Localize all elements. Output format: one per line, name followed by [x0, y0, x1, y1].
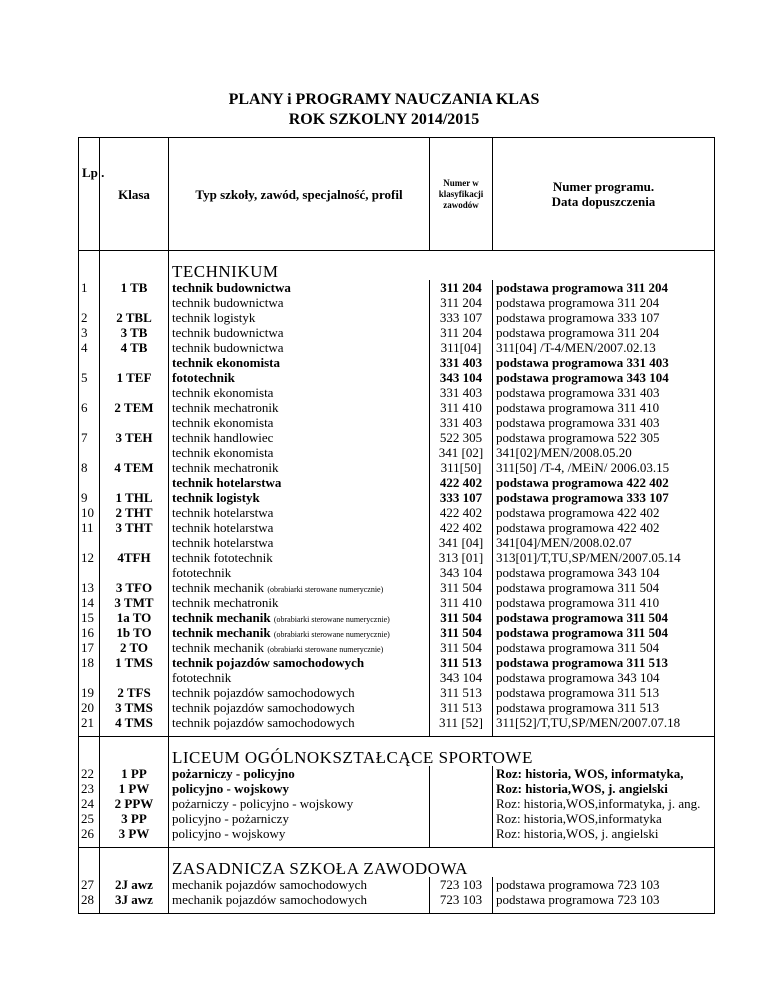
profession-name — [172, 445, 426, 460]
profession-note: (obrabiarki sterowane numerycznie) — [267, 585, 384, 594]
profession-name — [172, 310, 426, 325]
lp-number: 28 — [81, 892, 94, 907]
profession-text: technik mechatronik — [172, 460, 279, 475]
profession-text: technik pojazdów samochodowych — [172, 700, 355, 715]
profession-name — [172, 700, 426, 715]
class-code: 3 TFO — [115, 580, 153, 595]
document-title: PLANY i PROGRAMY NAUCZANIA KLAS — [228, 91, 540, 108]
section-title: LICEUM OGÓLNOKSZTAŁCĄCE SPORTOWE — [169, 737, 715, 767]
program-number: 313[01]/T,TU,SP/MEN/2007.05.14 — [496, 550, 681, 565]
program-table — [78, 137, 715, 914]
program-number: podstawa programowa 311 504 — [496, 640, 660, 655]
lp-number: 5 — [81, 370, 88, 385]
profession-name — [172, 796, 426, 811]
klasa-column — [100, 766, 169, 848]
program-number: podstawa programowa 723 103 — [496, 877, 660, 892]
program-number: Roz: historia,WOS,informatyka — [496, 811, 662, 826]
document-subtitle: ROK SZKOLNY 2014/2015 — [288, 111, 480, 128]
class-code: 3 THT — [115, 520, 153, 535]
class-code: 1 TEF — [116, 370, 152, 385]
class-code: 2 TFS — [117, 685, 151, 700]
lp-number: 24 — [81, 796, 94, 811]
header-numer-klasyfikacji: Numer w klasyfikacji zawodów — [430, 138, 493, 251]
section-data-row — [79, 877, 715, 914]
lp-number: 25 — [81, 811, 94, 826]
program-column — [493, 280, 715, 737]
lp-number: 2 — [81, 310, 88, 325]
section-header-row — [79, 251, 715, 281]
profession-text: technik mechanik — [172, 610, 274, 625]
class-code: 3 TMT — [114, 595, 154, 610]
profession-text: technik mechanik — [172, 640, 268, 655]
profession-name — [172, 781, 426, 796]
classification-number: 311 513 — [440, 700, 482, 715]
profession-name — [172, 325, 426, 340]
profession-text: technik handlowiec — [172, 430, 274, 445]
class-code: 3 TB — [120, 325, 148, 340]
lp-number — [81, 385, 96, 400]
program-number: 341[02]/MEN/2008.05.20 — [496, 445, 632, 460]
program-number: podstawa programowa 311 410 — [496, 595, 660, 610]
lp-number: 8 — [81, 460, 88, 475]
program-number: podstawa programowa 311 204 — [496, 325, 660, 340]
class-code: 2 TBL — [116, 310, 152, 325]
program-number: Roz: historia,WOS,informatyka, j. ang. — [496, 796, 701, 811]
class-code: 2 PPW — [114, 796, 154, 811]
lp-number: 3 — [81, 325, 88, 340]
profession-name — [172, 715, 426, 730]
section-title: TECHNIKUM — [169, 251, 715, 281]
lp-number: 21 — [81, 715, 94, 730]
class-code: 2 TO — [119, 640, 149, 655]
lp-number — [81, 670, 96, 685]
class-code — [100, 670, 168, 685]
section-klasa-cell — [100, 251, 169, 281]
profession-text: technik mechanik — [172, 580, 268, 595]
header-klasa: Klasa — [100, 138, 169, 251]
profession-text: technik hotelarstwa — [172, 535, 274, 550]
profession-text: technik ekonomista — [172, 415, 274, 430]
classification-number: 422 402 — [439, 505, 483, 520]
classification-number: 333 107 — [439, 310, 483, 325]
typ-column — [169, 766, 430, 848]
profession-name — [172, 280, 426, 295]
profession-name — [172, 370, 426, 385]
profession-text: technik ekonomista — [172, 355, 280, 370]
program-number: podstawa programowa 522 305 — [496, 430, 660, 445]
program-column — [493, 877, 715, 914]
profession-text: technik ekonomista — [172, 445, 274, 460]
classification-number: 343 104 — [439, 670, 483, 685]
classification-number — [430, 811, 492, 826]
profession-text: technik mechanik — [172, 625, 274, 640]
lp-number: 15 — [81, 610, 94, 625]
profession-text: technik fototechnik — [172, 550, 273, 565]
section-klasa-cell — [100, 737, 169, 767]
classification-number: 311 410 — [440, 595, 482, 610]
program-number: podstawa programowa 311 504 — [496, 610, 669, 625]
profession-name — [172, 550, 426, 565]
program-number: 311[50] /T-4, /MEiN/ 2006.03.15 — [496, 460, 670, 475]
profession-name — [172, 655, 426, 670]
program-number: podstawa programowa 311 513 — [496, 685, 660, 700]
profession-text: mechanik pojazdów samochodowych — [172, 877, 367, 892]
classification-number — [430, 766, 492, 781]
classification-number: 311[04] — [440, 340, 482, 355]
profession-text: pożarniczy - policyjno — [172, 766, 295, 781]
profession-text: technik mechatronik — [172, 595, 279, 610]
profession-name — [172, 565, 426, 580]
class-code — [100, 475, 168, 490]
classification-number: 311 [52] — [439, 715, 483, 730]
program-number: podstawa programowa 333 107 — [496, 310, 660, 325]
classification-number: 723 103 — [439, 892, 483, 907]
class-code — [100, 295, 168, 310]
class-code: 3 PP — [121, 811, 147, 826]
program-number: podstawa programowa 422 402 — [496, 520, 660, 535]
profession-note: (obrabiarki sterowane numerycznie) — [273, 630, 390, 639]
class-code: 2 TEM — [114, 400, 154, 415]
program-column — [493, 766, 715, 848]
classification-number: 311 513 — [440, 655, 482, 670]
program-number: Roz: historia,WOS, j. angielski — [496, 781, 668, 796]
profession-name — [172, 811, 426, 826]
profession-text: fototechnik — [172, 670, 232, 685]
lp-column — [79, 766, 100, 848]
section-header-row — [79, 737, 715, 767]
lp-number: 27 — [81, 877, 94, 892]
profession-text: technik pojazdów samochodowych — [172, 655, 365, 670]
profession-name — [172, 490, 426, 505]
class-code — [100, 565, 168, 580]
typ-column — [169, 280, 430, 737]
profession-text: technik hotelarstwa — [172, 475, 282, 490]
profession-name — [172, 415, 426, 430]
numer-column — [430, 280, 493, 737]
classification-number — [430, 826, 492, 841]
profession-text: technik ekonomista — [172, 385, 274, 400]
class-code — [100, 415, 168, 430]
lp-number: 4 — [81, 340, 88, 355]
profession-name — [172, 892, 426, 907]
profession-text: policyjno - wojskowy — [172, 781, 290, 796]
profession-name — [172, 460, 426, 475]
profession-text: technik budownictwa — [172, 295, 284, 310]
profession-name — [172, 685, 426, 700]
program-number: Roz: historia, WOS, informatyka, — [496, 766, 684, 781]
class-code: 1a TO — [116, 610, 152, 625]
class-code: 1 TB — [120, 280, 148, 295]
program-number: podstawa programowa 311 410 — [496, 400, 660, 415]
classification-number: 331 403 — [439, 385, 483, 400]
header-row — [79, 138, 715, 251]
program-number: podstawa programowa 343 104 — [496, 670, 660, 685]
class-code: 3 TEH — [115, 430, 153, 445]
profession-name — [172, 295, 426, 310]
program-number: podstawa programowa 311 504 — [496, 580, 660, 595]
classification-number: 311 504 — [440, 610, 482, 625]
program-number: podstawa programowa 343 104 — [496, 370, 669, 385]
lp-number: 13 — [81, 580, 94, 595]
lp-number: 11 — [81, 520, 94, 535]
lp-number — [81, 355, 96, 370]
class-code: 4TFH — [117, 550, 151, 565]
lp-number: 9 — [81, 490, 88, 505]
class-code — [100, 355, 168, 370]
lp-number: 16 — [81, 625, 94, 640]
lp-number: 14 — [81, 595, 94, 610]
classification-number: 313 [01] — [438, 550, 484, 565]
classification-number: 311 504 — [440, 580, 482, 595]
lp-number — [81, 565, 96, 580]
program-number: podstawa programowa 311 504 — [496, 625, 669, 640]
lp-number: 22 — [81, 766, 94, 781]
lp-number: 20 — [81, 700, 94, 715]
numer-column — [430, 766, 493, 848]
profession-name — [172, 340, 426, 355]
class-code: 1 TMS — [115, 655, 153, 670]
profession-name — [172, 475, 426, 490]
classification-number — [430, 796, 492, 811]
classification-number: 422 402 — [439, 475, 483, 490]
classification-number: 311 513 — [440, 685, 482, 700]
profession-name — [172, 877, 426, 892]
section-lp-cell — [79, 848, 100, 878]
lp-number: 6 — [81, 400, 88, 415]
section-klasa-cell — [100, 848, 169, 878]
class-code: 1 PP — [121, 766, 147, 781]
program-number: 311[04] /T-4/MEN/2007.02.13 — [496, 340, 656, 355]
profession-name — [172, 385, 426, 400]
class-code: 1b TO — [116, 625, 152, 640]
profession-text: technik budownictwa — [172, 325, 284, 340]
classification-number: 311 410 — [440, 400, 482, 415]
class-code: 3 TMS — [115, 700, 153, 715]
program-number: Roz: historia,WOS, j. angielski — [496, 826, 659, 841]
program-number: podstawa programowa 331 403 — [496, 415, 660, 430]
lp-number: 18 — [81, 655, 94, 670]
class-code: 2J awz — [115, 877, 153, 892]
class-code: 3 PW — [118, 826, 150, 841]
header-lp: Lp . — [79, 138, 100, 251]
profession-note: (obrabiarki sterowane numerycznie) — [267, 645, 384, 654]
program-number: 311[52]/T,TU,SP/MEN/2007.07.18 — [496, 715, 681, 730]
classification-number: 341 [04] — [438, 535, 484, 550]
program-number: podstawa programowa 723 103 — [496, 892, 660, 907]
classification-number: 343 104 — [439, 565, 483, 580]
profession-text: technik pojazdów samochodowych — [172, 715, 355, 730]
lp-number: 10 — [81, 505, 94, 520]
class-code: 1 PW — [118, 781, 150, 796]
section-lp-cell — [79, 737, 100, 767]
lp-number: 1 — [81, 280, 88, 295]
classification-number: 422 402 — [439, 520, 483, 535]
profession-name — [172, 430, 426, 445]
lp-number: 23 — [81, 781, 94, 796]
classification-number: 311 504 — [440, 640, 482, 655]
program-number: podstawa programowa 311 204 — [496, 280, 669, 295]
header-numer-programu-line1: Numer programu. — [552, 179, 655, 194]
classification-number: 311 204 — [440, 280, 482, 295]
profession-note: (obrabiarki sterowane numerycznie) — [273, 615, 390, 624]
profession-text: mechanik pojazdów samochodowych — [172, 892, 367, 907]
profession-name — [172, 640, 426, 655]
class-code: 2 THT — [115, 505, 153, 520]
lp-column — [79, 280, 100, 737]
profession-text: technik pojazdów samochodowych — [172, 685, 355, 700]
classification-number: 311 204 — [440, 295, 482, 310]
program-number: podstawa programowa 311 513 — [496, 655, 669, 670]
section-lp-cell — [79, 251, 100, 281]
classification-number: 311 204 — [440, 325, 482, 340]
classification-number: 723 103 — [439, 877, 483, 892]
program-number: podstawa programowa 422 402 — [496, 505, 660, 520]
profession-name — [172, 595, 426, 610]
profession-text: technik logistyk — [172, 490, 260, 505]
classification-number: 331 403 — [439, 355, 483, 370]
lp-column — [79, 877, 100, 914]
header-numer-programu-line2: Data dopuszczenia — [551, 194, 656, 209]
classification-number: 311 504 — [440, 625, 482, 640]
header-typ: Typ szkoły, zawód, specjalność, profil — [169, 138, 430, 251]
classification-number: 522 305 — [439, 430, 483, 445]
class-code — [100, 535, 168, 550]
lp-number — [81, 415, 96, 430]
program-number: podstawa programowa 311 204 — [496, 295, 660, 310]
classification-number: 311[50] — [440, 460, 482, 475]
typ-column — [169, 877, 430, 914]
section-data-row — [79, 766, 715, 848]
program-number: podstawa programowa 333 107 — [496, 490, 669, 505]
profession-name — [172, 670, 426, 685]
klasa-column — [100, 877, 169, 914]
classification-number: 333 107 — [439, 490, 483, 505]
profession-name — [172, 505, 426, 520]
lp-number — [81, 475, 96, 490]
profession-name — [172, 400, 426, 415]
class-code: 3J awz — [115, 892, 153, 907]
lp-number — [81, 535, 96, 550]
program-number: podstawa programowa 311 513 — [496, 700, 660, 715]
profession-text: technik hotelarstwa — [172, 520, 274, 535]
class-code — [100, 445, 168, 460]
profession-text: technik mechatronik — [172, 400, 279, 415]
classification-number: 331 403 — [439, 415, 483, 430]
lp-number: 7 — [81, 430, 88, 445]
profession-text: pożarniczy - policyjno - wojskowy — [172, 796, 354, 811]
lp-number — [81, 295, 96, 310]
profession-name — [172, 355, 426, 370]
program-number: podstawa programowa 331 403 — [496, 355, 669, 370]
lp-number: 17 — [81, 640, 94, 655]
profession-name — [172, 826, 426, 841]
section-title: ZASADNICZA SZKOŁA ZAWODOWA — [169, 848, 715, 878]
lp-number: 12 — [81, 550, 94, 565]
profession-text: technik budownictwa — [172, 280, 291, 295]
profession-name — [172, 625, 426, 640]
lp-number: 19 — [81, 685, 94, 700]
section-data-row — [79, 280, 715, 737]
section-header-row — [79, 848, 715, 878]
profession-text: technik hotelarstwa — [172, 505, 274, 520]
lp-number — [81, 445, 96, 460]
class-code: 4 TMS — [115, 715, 153, 730]
program-number: 341[04]/MEN/2008.02.07 — [496, 535, 632, 550]
program-number: podstawa programowa 343 104 — [496, 565, 660, 580]
numer-column — [430, 877, 493, 914]
profession-text: fototechnik — [172, 370, 235, 385]
class-code: 4 TB — [120, 340, 148, 355]
profession-text: technik logistyk — [172, 310, 256, 325]
class-code: 1 THL — [115, 490, 153, 505]
classification-number: 343 104 — [439, 370, 483, 385]
profession-name — [172, 520, 426, 535]
class-code: 4 TEM — [114, 460, 154, 475]
program-number: podstawa programowa 422 402 — [496, 475, 669, 490]
classification-number: 341 [02] — [438, 445, 484, 460]
class-code — [100, 385, 168, 400]
header-numer-programu — [493, 138, 715, 251]
profession-name — [172, 535, 426, 550]
profession-text: policyjno - pożarniczy — [172, 811, 289, 826]
classification-number — [430, 781, 492, 796]
program-number: podstawa programowa 331 403 — [496, 385, 660, 400]
profession-name — [172, 766, 426, 781]
lp-number: 26 — [81, 826, 94, 841]
profession-name — [172, 610, 426, 625]
profession-name — [172, 580, 426, 595]
profession-text: technik budownictwa — [172, 340, 284, 355]
profession-text: policyjno - wojskowy — [172, 826, 286, 841]
klasa-column — [100, 280, 169, 737]
profession-text: fototechnik — [172, 565, 232, 580]
